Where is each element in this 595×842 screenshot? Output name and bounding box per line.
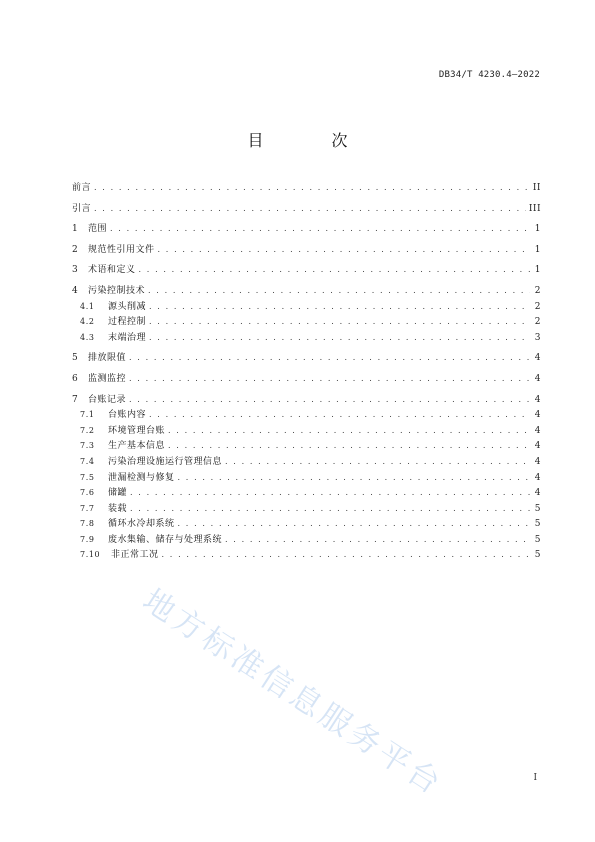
toc-entry-page: 4 <box>534 373 541 384</box>
toc-entry-4-2[interactable] <box>72 314 541 330</box>
toc-entry-4[interactable] <box>72 283 541 299</box>
toc-entry-7-10[interactable] <box>72 547 541 563</box>
toc-entry-7-6[interactable] <box>72 485 541 501</box>
toc-entry-foreword[interactable] <box>72 180 541 196</box>
toc-entry-1[interactable] <box>72 221 541 237</box>
toc-entry-page: 5 <box>534 519 541 530</box>
toc-entry-page: 4 <box>534 488 541 499</box>
toc-entry-7[interactable] <box>72 392 541 408</box>
toc-leader-dots <box>149 407 530 423</box>
toc-entry-title: 非正常工况 <box>111 550 159 561</box>
toc-entry-number: 5 <box>72 353 78 364</box>
toc-leader-dots <box>158 242 530 258</box>
toc-leader-dots <box>129 371 530 387</box>
toc-entry-7-4[interactable] <box>72 454 541 470</box>
toc-leader-dots <box>168 423 530 439</box>
toc-entry-page: 4 <box>534 410 541 421</box>
toc-entry-page: 5 <box>534 534 541 545</box>
toc-entry-number: 7.6 <box>80 488 95 498</box>
toc-entry-page: 4 <box>534 441 541 452</box>
toc-leader-dots <box>94 180 530 196</box>
toc-entry-number: 7.9 <box>80 534 95 544</box>
toc-entry-title: 术语和定义 <box>88 265 136 276</box>
toc-entry-title: 规范性引用文件 <box>88 244 155 255</box>
toc-entry-4-1[interactable] <box>72 299 541 315</box>
toc-entry-3[interactable] <box>72 262 541 278</box>
toc-leader-dots <box>178 470 530 486</box>
toc-leader-dots <box>130 501 530 517</box>
toc-leader-dots <box>149 330 530 346</box>
toc-leader-dots <box>168 438 530 454</box>
toc-entry-page: 1 <box>534 265 541 276</box>
toc-entry-title: 台账内容 <box>108 410 147 421</box>
toc-entry-introduction[interactable] <box>72 201 541 217</box>
toc-entry-number: 4 <box>72 285 78 296</box>
toc-entry-page: 5 <box>534 550 541 561</box>
toc-entry-title: 过程控制 <box>108 317 147 328</box>
toc-entry-number: 6 <box>72 373 78 384</box>
toc-entry-number: 1 <box>72 224 78 235</box>
toc-entry-number: 7 <box>72 394 78 405</box>
toc-entry-title: 源头削减 <box>108 301 147 312</box>
toc-entry-title: 末端治理 <box>108 332 147 343</box>
toc-entry-page: 2 <box>534 285 541 296</box>
toc-entry-title: 循环水冷却系统 <box>108 519 175 530</box>
toc-entry-page: 1 <box>534 224 541 235</box>
toc-entry-number: 7.2 <box>80 425 95 435</box>
toc-leader-dots <box>149 314 530 330</box>
toc-entry-page: 4 <box>534 456 541 467</box>
toc-entry-title: 范围 <box>88 224 108 235</box>
toc-entry-page: 2 <box>534 301 541 312</box>
toc-entry-number: 3 <box>72 265 78 276</box>
toc-entry-page: 5 <box>534 503 541 514</box>
toc-entry-page: 4 <box>534 472 541 483</box>
toc-entry-title: 污染控制技术 <box>88 285 146 296</box>
toc-entry-number: 4.1 <box>80 301 95 311</box>
toc-entry-number: 4.2 <box>80 317 95 327</box>
toc-entry-title: 泄漏检测与修复 <box>108 472 175 483</box>
toc-entry-number: 7.4 <box>80 456 95 466</box>
toc-title: 目 次 <box>247 131 374 150</box>
toc-entry-7-2[interactable] <box>72 423 541 439</box>
table-of-contents <box>72 180 541 563</box>
toc-leader-dots <box>139 262 530 278</box>
toc-leader-dots <box>149 299 530 315</box>
toc-entry-number: 4.3 <box>80 332 95 342</box>
toc-entry-page: 3 <box>534 332 541 343</box>
toc-entry-title: 废水集输、储存与处理系统 <box>108 534 223 545</box>
toc-leader-dots <box>148 283 530 299</box>
toc-entry-number: 7.5 <box>80 472 95 482</box>
toc-leader-dots <box>225 454 530 470</box>
toc-entry-title: 台账记录 <box>88 394 127 405</box>
toc-entry-number: 7.1 <box>80 410 95 420</box>
toc-entry-page: III <box>528 203 541 214</box>
toc-entry-number: 7.8 <box>80 519 95 529</box>
toc-leader-dots <box>178 516 530 532</box>
toc-entry-page: 2 <box>534 317 541 328</box>
toc-entry-7-3[interactable] <box>72 438 541 454</box>
toc-entry-2[interactable] <box>72 242 541 258</box>
toc-entry-title: 储罐 <box>108 488 128 499</box>
toc-entry-title: 引言 <box>72 203 92 214</box>
toc-entry-7-9[interactable] <box>72 532 541 548</box>
toc-entry-title: 前言 <box>72 183 92 193</box>
toc-entry-title: 生产基本信息 <box>108 441 166 452</box>
page-number: I <box>533 773 537 783</box>
toc-entry-number: 7.3 <box>80 441 95 451</box>
document-code: DB34/T 4230.4—2022 <box>438 70 540 80</box>
toc-entry-title: 环境管理台账 <box>108 425 166 436</box>
toc-entry-page: 4 <box>534 394 541 405</box>
toc-leader-dots <box>94 201 526 217</box>
toc-leader-dots <box>129 392 530 408</box>
toc-entry-page: II <box>532 183 541 193</box>
toc-entry-title: 装载 <box>108 503 128 514</box>
toc-leader-dots <box>225 532 530 548</box>
toc-entry-number: 2 <box>72 244 78 255</box>
toc-leader-dots <box>110 221 530 237</box>
toc-entry-7-1[interactable] <box>72 407 541 423</box>
toc-entry-6[interactable] <box>72 371 541 387</box>
toc-entry-4-3[interactable] <box>72 330 541 346</box>
toc-entry-page: 4 <box>534 425 541 436</box>
toc-entry-7-7[interactable] <box>72 501 541 517</box>
watermark: 地方标准信息服务平台 <box>136 582 450 804</box>
toc-entry-7-8[interactable] <box>72 516 541 532</box>
toc-entry-title: 排放限值 <box>88 353 127 364</box>
toc-entry-7-5[interactable] <box>72 470 541 486</box>
toc-leader-dots <box>130 485 530 501</box>
toc-entry-5[interactable] <box>72 350 541 366</box>
toc-leader-dots <box>162 547 530 563</box>
toc-entry-title: 污染治理设施运行管理信息 <box>108 456 223 467</box>
toc-leader-dots <box>129 350 530 366</box>
toc-entry-page: 1 <box>534 244 541 255</box>
toc-entry-page: 4 <box>534 353 541 364</box>
toc-entry-title: 监测监控 <box>88 373 127 384</box>
toc-entry-number: 7.10 <box>80 550 101 560</box>
toc-entry-number: 7.7 <box>80 503 95 513</box>
